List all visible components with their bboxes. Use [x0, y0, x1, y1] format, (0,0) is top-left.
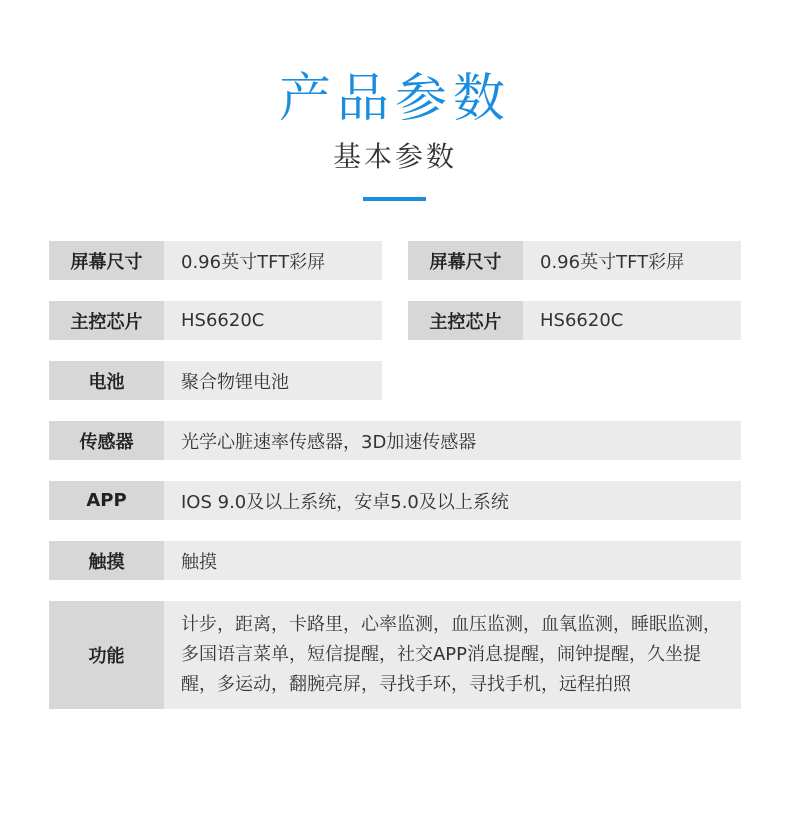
spec-value: 触摸 — [181, 551, 217, 573]
spec-value: HS6620C — [181, 310, 265, 331]
spec-value: IOS 9.0及以上系统，安卓5.0及以上系统 — [181, 491, 509, 513]
spec-row-screen-size-left — [49, 241, 382, 280]
spec-value: 0.96英寸TFT彩屏 — [540, 251, 685, 273]
spec-label: 主控芯片 — [408, 301, 523, 340]
spec-label: 屏幕尺寸 — [49, 241, 164, 280]
title-underline — [363, 197, 426, 201]
spec-label: 电池 — [49, 361, 164, 400]
spec-label: APP — [49, 481, 164, 520]
spec-value: 计步，距离，卡路里，心率监测，血压监测，血氧监测，睡眠监测，多国语言菜单，短信提醒，社交APP消息提醒，闹钟提醒，久坐提醒，多运动，翻腕亮屏，寻找手环，寻找手机，远程拍照 — [181, 614, 721, 695]
spec-row-features — [49, 601, 741, 709]
spec-value: 0.96英寸TFT彩屏 — [181, 251, 326, 273]
spec-row-touch — [49, 541, 741, 580]
spec-value: 聚合物锂电池 — [181, 371, 289, 393]
spec-row-chip-right — [408, 301, 741, 340]
spec-value: HS6620C — [540, 310, 624, 331]
spec-label: 主控芯片 — [49, 301, 164, 340]
page-subtitle: 基本参数 — [332, 140, 457, 173]
spec-value: 光学心脏速率传感器，3D加速传感器 — [181, 431, 477, 453]
spec-label: 屏幕尺寸 — [408, 241, 523, 280]
spec-row-app — [49, 481, 741, 520]
spec-row-screen-size-right — [408, 241, 741, 280]
spec-row-sensor — [49, 421, 741, 460]
spec-row-chip-left — [49, 301, 382, 340]
spec-label: 功能 — [49, 601, 164, 709]
spec-label: 传感器 — [49, 421, 164, 460]
spec-row-battery — [49, 361, 382, 400]
page-title: 产品参数 — [278, 69, 511, 129]
spec-label: 触摸 — [49, 541, 164, 580]
